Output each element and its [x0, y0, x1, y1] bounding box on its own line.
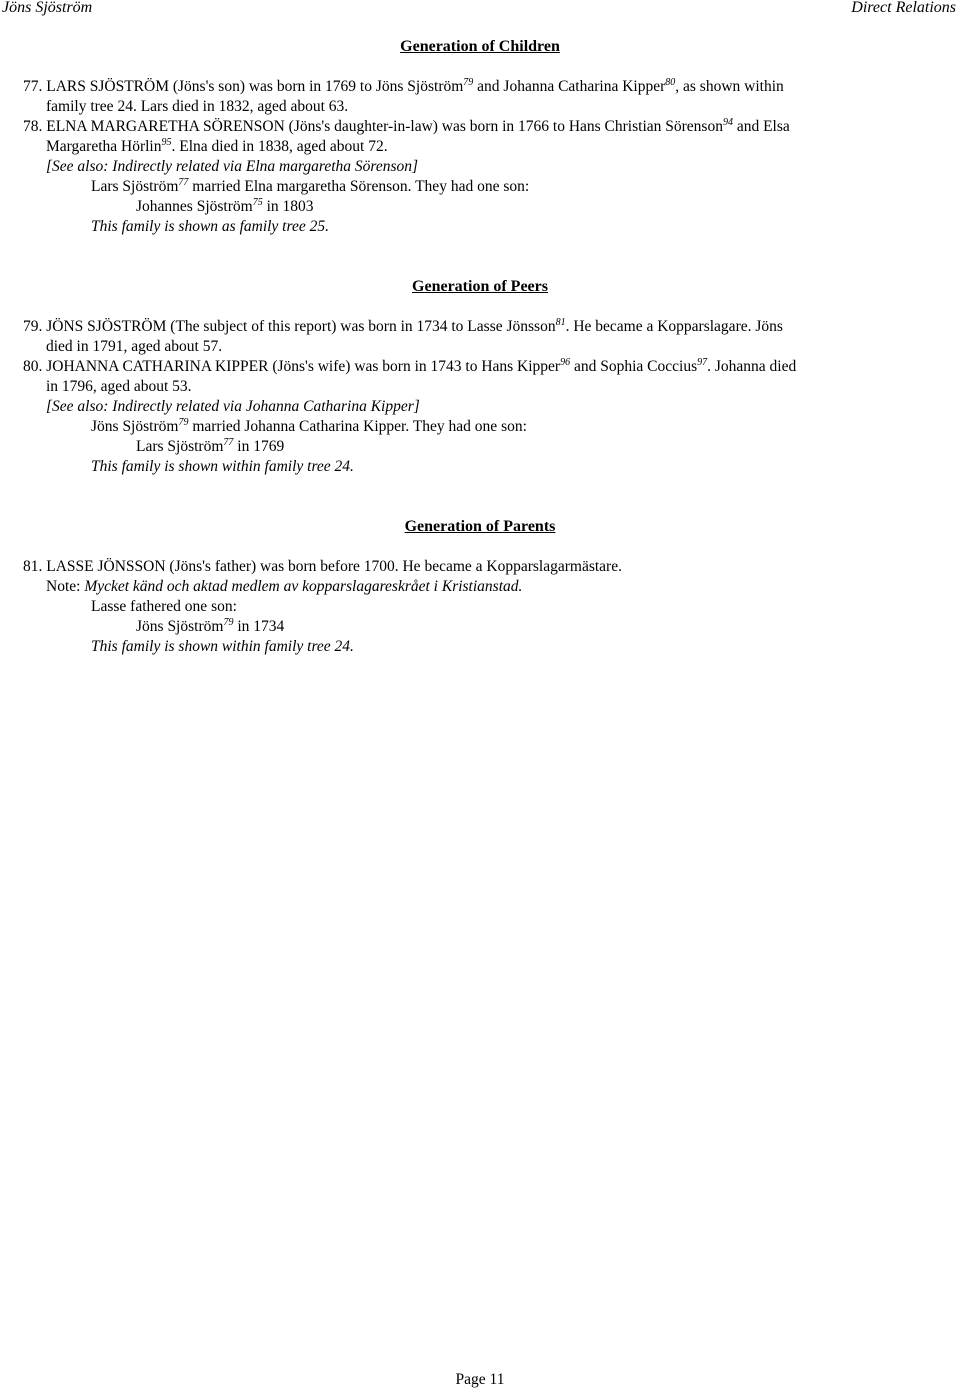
- fathered-line: Lasse fathered one son:: [91, 598, 237, 615]
- header-left: Jöns Sjöström: [2, 0, 93, 16]
- see-also-elna: [See also: Indirectly related via Elna margaretha Sörenson]: [46, 158, 419, 175]
- entry-79: 79. JÖNS SJÖSTRÖM (The subject of this report) was born in 1734 to Lasse Jönsson$^{81}$. He became a Kopparslagare. Jöns: [23, 317, 783, 335]
- family-tree-note-24b: This family is shown within family tree 24.: [91, 638, 354, 655]
- child-johannes: Johannes Sjöström$^{75}$ in 1803: [136, 197, 314, 215]
- see-also-johanna: [See also: Indirectly related via Johanna Catharina Kipper]: [46, 398, 420, 415]
- entry-80: 80. JOHANNA CATHARINA KIPPER (Jöns's wife) was born in 1743 to Hans Kipper$^{96}$ and Sophia Coccius$^{97}$. Johanna died: [23, 357, 797, 375]
- section-title-peers: Generation of Peers: [412, 278, 548, 295]
- section-title-children: Generation of Children: [400, 38, 560, 55]
- note-lasse: Note: Mycket känd och aktad medlem av kopparslagareskrået i Kristianstad.: [46, 578, 523, 595]
- header-right: Direct Relations: [851, 0, 956, 16]
- child-jons: Jöns Sjöström$^{79}$ in 1734: [136, 617, 285, 635]
- entry-78: 78. ELNA MARGARETHA SÖRENSON (Jöns's daughter-in-law) was born in 1766 to Hans Christian Sörenson$^{94}$ and Elsa: [23, 117, 790, 135]
- child-lars: Lars Sjöström$^{77}$ in 1769: [136, 437, 285, 455]
- entry-78-cont: Margaretha Hörlin$^{95}$. Elna died in 1838, aged about 72.: [46, 137, 388, 155]
- marriage-jons-johanna: Jöns Sjöström$^{79}$ married Johanna Catharina Kipper. They had one son:: [91, 417, 527, 435]
- family-tree-note-25: This family is shown as family tree 25.: [91, 218, 329, 235]
- section-title-parents: Generation of Parents: [404, 518, 556, 535]
- family-tree-note-24a: This family is shown within family tree 24.: [91, 458, 354, 475]
- entry-79-cont: died in 1791, aged about 57.: [46, 338, 223, 355]
- marriage-lars-elna: Lars Sjöström$^{77}$ married Elna margaretha Sörenson. They had one son:: [91, 177, 530, 195]
- entry-77-cont: family tree 24. Lars died in 1832, aged about 63.: [46, 98, 349, 115]
- entry-77: 77. LARS SJÖSTRÖM (Jöns's son) was born in 1769 to Jöns Sjöström$^{79}$ and Johanna Catharina Kipper$^{80}$, as shown within: [23, 77, 784, 95]
- entry-81: 81. LASSE JÖNSSON (Jöns's father) was born before 1700. He became a Kopparslagarmästare.: [23, 558, 622, 575]
- page-number: Page 11: [455, 1371, 505, 1388]
- entry-80-cont: in 1796, aged about 53.: [46, 378, 192, 395]
